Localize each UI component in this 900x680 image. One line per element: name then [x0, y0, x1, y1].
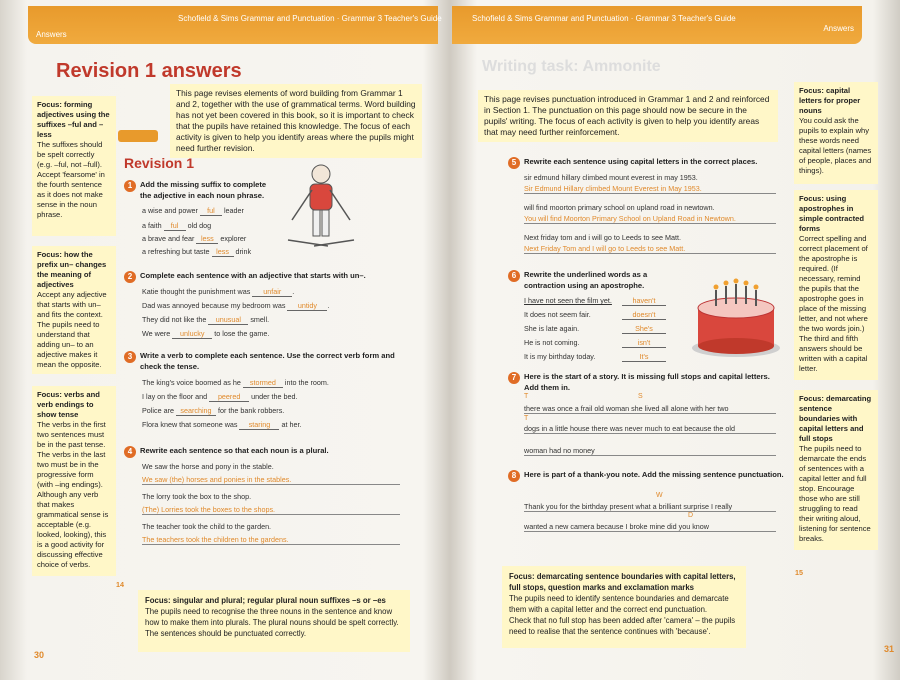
sentence-prompt: The teacher took the child to the garden. — [142, 522, 272, 531]
answer-line: doesn't — [622, 310, 666, 320]
sentence-prompt: will find moorton primary school on upland road in newtown. — [524, 203, 715, 212]
side-note-prefix — [32, 246, 116, 374]
side-note-proper-nouns: Focus: capital letters for proper nouns You could ask the pupils to explain why these words need capital letters (names of people, places and things). — [794, 82, 878, 184]
answer-line: The king's voice boomed as he stormed into the room. — [142, 378, 329, 387]
birthday-cake-illustration — [688, 268, 784, 360]
focus-box-plurals — [138, 590, 410, 652]
side-note-sentence-boundaries: Focus: demarcating sentence boundaries with capital letters and full stops The pupils need to demarcate the ends of sentences with a capital letter and full stop. Encourage those who are still struggling to read their writing aloud, listening for sentence breaks. — [794, 390, 878, 550]
question-1 — [124, 180, 284, 201]
side-note-head: Focus: how the prefix un– changes the meaning of adjectives — [37, 250, 107, 289]
answer-line: Dad was annoyed because my bedroom was untidy . — [142, 301, 330, 310]
answer-line: We were unlucky to lose the game. — [142, 329, 270, 338]
correction-mark: S — [638, 393, 643, 400]
side-note-apostrophes: Focus: using apostrophes in simple contracted forms Correct spelling and correct placement of the apostrophe is required. (If necessary, remind the pupils that the apostrophe goes in place of the missing letter, and not where the two words join.) The third and fifth answers should be written with a capital letter. — [794, 190, 878, 380]
focus-box-punctuation: Focus: demarcating sentence boundaries with capital letters, full stops, question marks and exclamation marks The pupils need to identify sentence boundaries and demarcate them with a capital letter and the correct end punctuation. Check that no full stop has been added after 'camera' – the pupils need to realise that the sentence continues with 'because'. — [502, 566, 746, 648]
answer-line: It does not seem fair. — [524, 310, 591, 319]
answer-line: I lay on the floor and peered under the bed. — [142, 392, 298, 401]
question-number: 1 — [124, 180, 136, 192]
answer-line: We saw (the) horses and ponies in the stables. — [142, 475, 400, 485]
side-note-body: Accept any adjective that starts with un– and fits the context. The pupils need to understand that adding un– to an adjective makes it mean the opposite. — [37, 290, 107, 369]
story-line: dogs in a little house there was never much to eat because the old — [524, 424, 776, 434]
story-line: woman had no money — [524, 446, 776, 456]
answer-line: I have not seen the film yet. — [524, 296, 612, 305]
side-note-verbs — [32, 386, 116, 576]
focus-box-head: Focus: singular and plural; regular plural noun suffixes –s or –es — [145, 596, 386, 605]
question-4: 4 Rewrite each sentence so that each noun is a plural. — [124, 446, 404, 458]
sentence-prompt: Next friday tom and i will go to Leeds to see Matt. — [524, 233, 682, 242]
inner-page-tab — [118, 130, 158, 142]
correction-mark: T — [524, 415, 529, 422]
answer-line: She is late again. — [524, 324, 580, 333]
right-intro-note: This page revises punctuation introduced in Grammar 1 and 2 and reinforced in Section 1. The punctuation on this page should now be secure in the pupils' writing. The focus of each activity is given to help you identify areas that may need further reinforcement. — [478, 90, 778, 142]
left-header-title: Schofield & Sims Grammar and Punctuation · Grammar 3 Teacher's Guide — [178, 14, 442, 23]
correction-mark: D — [688, 512, 694, 519]
page-title: Revision 1 answers — [56, 60, 242, 82]
correction-mark: W — [656, 492, 663, 499]
side-note-body: The suffixes should be spelt correctly (e.g. –ful, not –full). Accept 'fearsome' in the fourth sentence as it does not make sense in the noun phrase. — [37, 140, 105, 219]
skier-illustration — [282, 160, 360, 248]
sentence-prompt: The lorry took the box to the shop. — [142, 492, 252, 501]
answer-line: a wise and power ful leader — [142, 206, 244, 215]
page-number: 31 — [884, 644, 895, 654]
answer-line: Flora knew that someone was staring at her. — [142, 420, 302, 429]
answer-line: It is my birthday today. — [524, 352, 596, 361]
answer-line: a brave and fear less explorer — [142, 234, 247, 243]
story-line: there was once a frail old woman she lived all alone with her two — [524, 404, 776, 414]
question-7: 7 Here is the start of a story. It is missing full stops and capital letters. Add them in. — [508, 372, 788, 393]
question-2: 2 Complete each sentence with an adjective that starts with un–. — [124, 271, 404, 283]
answer-line: She's — [622, 324, 666, 334]
note-line: Thank you for the birthday present what a brilliant surprise I really — [524, 502, 776, 512]
answer-line: Sir Edmund Hillary climbed Mount Everest in May 1953. — [524, 184, 776, 194]
right-header-bar — [452, 6, 862, 44]
left-intro-note: This page revises elements of word building from Grammar 1 and 2, together with the use of grammatical terms. Word building has not yet been covered in this book, so it is important to check that the pupils have retained this knowledge. The focus of each activity is given to help you identify areas where the pupils might need further revision. — [170, 84, 422, 158]
question-8: 8 Here is part of a thank-you note. Add the missing sentence punctuation. — [508, 470, 788, 482]
focus-box-body: The pupils need to recognise the three nouns in the sentence and know how to make them into plurals. The plural nouns should be spelt correctly. The sentences should be punctuated correctly. — [145, 607, 399, 638]
side-note-suffixes — [32, 96, 116, 236]
question-5: 5 Rewrite each sentence using capital letters in the correct places. — [508, 157, 788, 169]
answer-line: Katie thought the punishment was unfair . — [142, 287, 295, 296]
answer-line: Police are searching for the bank robbers. — [142, 406, 285, 415]
answer-line: a faith ful old dog — [142, 221, 212, 230]
left-header-bar — [28, 6, 442, 44]
revision-heading: Revision 1 — [124, 155, 195, 171]
answer-line: He is not coming. — [524, 338, 580, 347]
answer-line: The teachers took the children to the gardens. — [142, 535, 400, 545]
question-6: 6 Rewrite the underlined words as a contraction using an apostrophe. — [508, 270, 678, 291]
sentence-prompt: We saw the horse and pony in the stable. — [142, 462, 274, 471]
answer-line: They did not like the unusual smell. — [142, 315, 270, 324]
page-number: 30 — [34, 650, 45, 660]
inner-page-number: 14 — [116, 580, 124, 589]
right-header-tag: Answers — [823, 24, 854, 33]
question-3: 3 Write a verb to complete each sentence. Use the correct verb form and check the tense. — [124, 351, 404, 372]
right-page — [452, 0, 900, 680]
note-line: wanted a new camera because I broke mine did you know — [524, 522, 776, 532]
correction-mark: T — [524, 393, 529, 400]
answer-line: a refreshing but taste less drink — [142, 247, 252, 256]
left-page — [0, 0, 448, 680]
side-note-head: Focus: verbs and verb endings to show tense — [37, 390, 100, 419]
answer-line: isn't — [622, 338, 666, 348]
answer-line: Next Friday Tom and I will go to Leeds to see Matt. — [524, 244, 776, 254]
answer-line: It's — [622, 352, 666, 362]
inner-page-number: 15 — [795, 568, 803, 577]
sentence-prompt: sir edmund hillary climbed mount everest in may 1953. — [524, 173, 698, 182]
left-header-tag: Answers — [36, 30, 67, 39]
background-show-through: Writing task: Ammonite — [482, 58, 661, 75]
question-text: Add the missing suffix to complete the adjective in each noun phrase. — [140, 180, 267, 200]
right-header-title: Schofield & Sims Grammar and Punctuation · Grammar 3 Teacher's Guide — [472, 14, 736, 23]
side-note-head: Focus: forming adjectives using the suffixes –ful and –less — [37, 100, 110, 139]
side-note-body: The verbs in the first two sentences must be in the past tense. The verbs in the last two must be in the progressive form (with –ing endings). Although any verb that makes grammatical sense is acceptable (e.g. looked, looking), this is a good activity for discussing effective choice of verbs. — [37, 420, 109, 569]
answer-line: You will find Moorton Primary School on Upland Road in Newtown. — [524, 214, 776, 224]
answer-line: haven't — [622, 296, 666, 306]
answer-line: (The) Lorries took the boxes to the shops. — [142, 505, 400, 515]
